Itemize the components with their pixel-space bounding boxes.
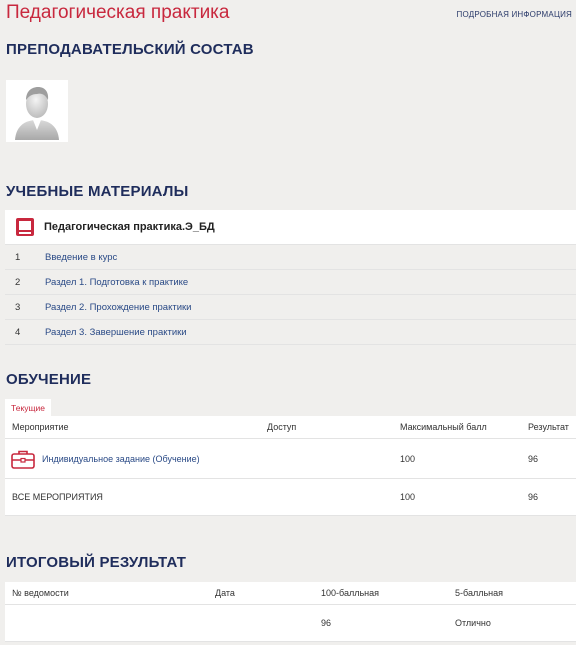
materials-heading: УЧЕБНЫЕ МАТЕРИАЛЫ: [6, 183, 189, 200]
material-link[interactable]: Раздел 1. Подготовка к практике: [45, 276, 189, 288]
column-header-access: Доступ: [267, 422, 297, 432]
column-header-statement: № ведомости: [12, 588, 69, 598]
activity-link[interactable]: Индивидуальное задание (Обучение): [42, 453, 200, 464]
briefcase-icon: [11, 449, 35, 469]
book-icon: [15, 217, 35, 237]
column-header-event: Мероприятие: [12, 422, 69, 432]
course-material-header[interactable]: [5, 210, 576, 245]
column-header-result: Результат: [528, 422, 569, 432]
activity-result: 96: [528, 453, 539, 464]
column-header-max-score: Максимальный балл: [400, 422, 487, 432]
final-result-table: [5, 582, 576, 642]
column-header-score5: 5-балльная: [455, 588, 503, 598]
column-header-score100: 100-балльная: [321, 588, 380, 598]
material-link[interactable]: Введение в курс: [45, 251, 118, 263]
material-link[interactable]: Раздел 2. Прохождение практики: [45, 301, 192, 313]
table-row[interactable]: [5, 439, 576, 479]
total-label: ВСЕ МЕРОПРИЯТИЯ: [12, 492, 103, 502]
user-placeholder-icon: [11, 82, 63, 140]
activity-max-score: 100: [400, 453, 416, 464]
material-item[interactable]: [5, 295, 576, 320]
learning-heading: ОБУЧЕНИЕ: [6, 371, 92, 388]
material-number: 3: [15, 301, 21, 313]
material-number: 1: [15, 251, 21, 263]
table-header-row: [5, 582, 576, 605]
material-link[interactable]: Раздел 3. Завершение практики: [45, 326, 187, 338]
tab-current[interactable]: Текущие: [5, 399, 51, 416]
table-row: [5, 605, 576, 642]
materials-list: [5, 245, 576, 345]
column-header-date: Дата: [215, 588, 235, 598]
material-item[interactable]: [5, 320, 576, 345]
material-number: 4: [15, 326, 21, 338]
material-number: 2: [15, 276, 21, 288]
course-material-name: Педагогическая практика.Э_БД: [44, 221, 215, 233]
total-row: [5, 479, 576, 516]
material-item[interactable]: [5, 270, 576, 295]
teacher-avatar[interactable]: [6, 80, 68, 142]
details-link[interactable]: ПОДРОБНАЯ ИНФОРМАЦИЯ: [456, 10, 572, 19]
final-result-heading: ИТОГОВЫЙ РЕЗУЛЬТАТ: [6, 554, 187, 571]
score-5: Отлично: [455, 618, 491, 628]
total-result: 96: [528, 492, 539, 502]
material-item[interactable]: [5, 245, 576, 270]
course-title: Педагогическая практика: [6, 2, 230, 23]
activities-table: [5, 416, 576, 516]
score-100: 96: [321, 618, 332, 628]
table-header-row: [5, 416, 576, 439]
total-max-score: 100: [400, 492, 416, 502]
staff-heading: ПРЕПОДАВАТЕЛЬСКИЙ СОСТАВ: [6, 41, 254, 58]
